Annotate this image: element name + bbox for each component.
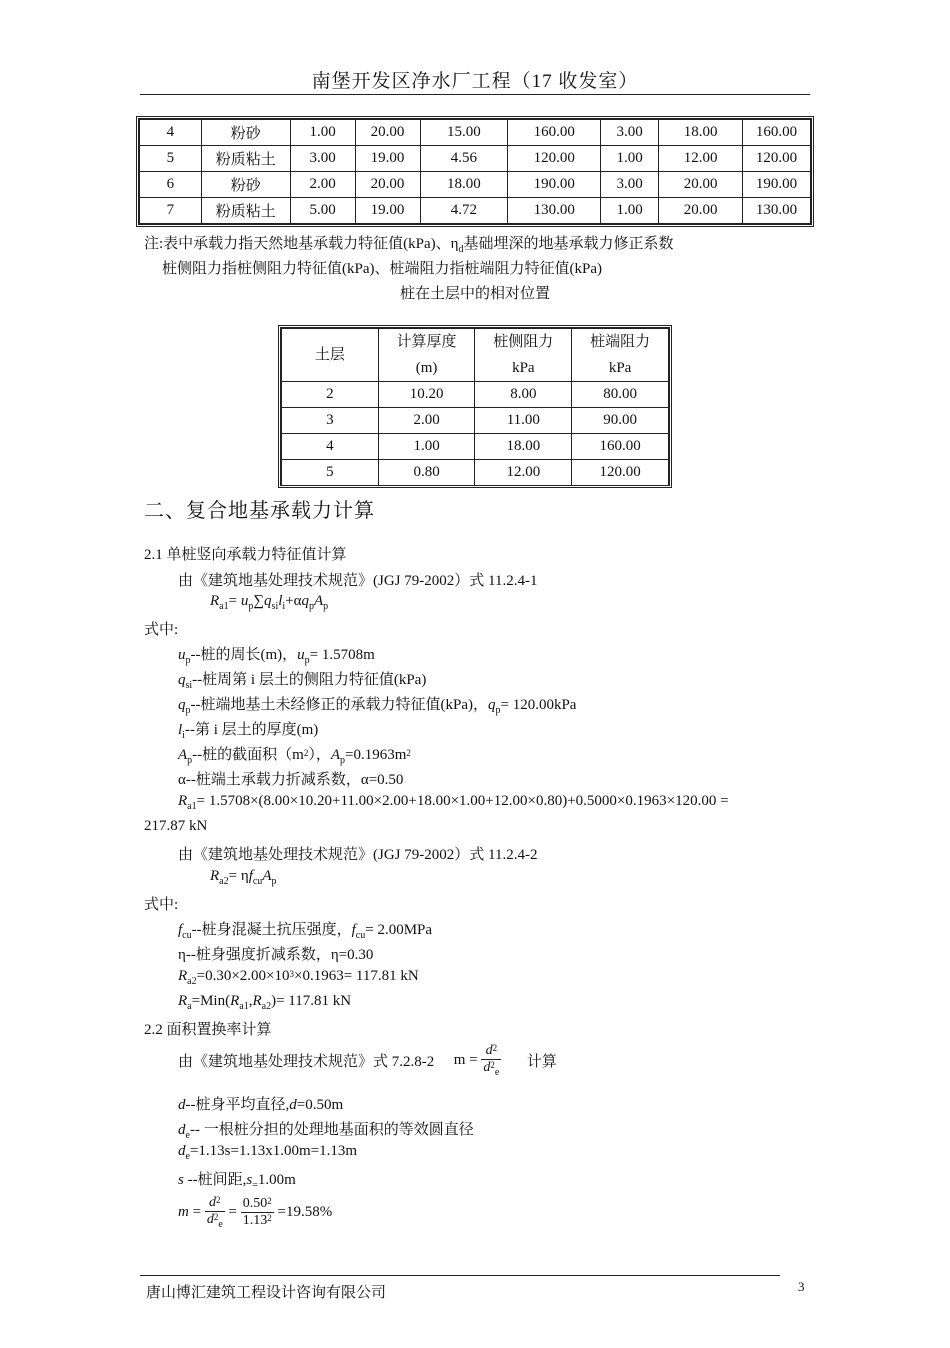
header-divider [140,94,810,95]
table-row [282,460,669,486]
header-line-1: 桩侧阻力 [493,334,554,350]
table-cell: 130.00 [743,198,811,224]
table-cell: 120.00 [743,146,811,172]
fraction-d-de: $\frac{d^2}{d^2_e}$ [483,1043,500,1078]
section-2-title: 二、复合地基承载力计算 [144,500,375,522]
table-cell: 12.00 [475,460,572,486]
table-cell: 18.00 [420,172,508,198]
def-qp: $q_p--$桩端地基土未经修正的承载力特征值(kPa)，$q_p= 120.00kPa$ [178,697,577,716]
calc-ra1: $R_{a1}= 1.5708\times(8.00\times 10.20+11.00\times 2.00+18.00\times 1.00+12.00\times 0.80)+0.5000\times 0.1963\times 120.00$ = [178,793,729,812]
def-up: $u_p--$桩的周长(m)，$u_p= 1.5708m$ [178,647,375,666]
table-cell: 2.00 [378,408,475,434]
def-de: $d_e--$ 一根桩分担的处理地基面积的等效圆直径 [178,1122,474,1141]
header-line-2: kPa [512,360,535,376]
header-line-1: 计算厚度 [396,334,457,350]
code-reference-2: 由《建筑地基处理技术规范》(JGJ 79-2002）式 11.2.4-2 [178,847,538,863]
where-label-1: 式中: [144,622,179,638]
section-2-2-title: 2.2 面积置换率计算 [144,1022,272,1038]
formula-ra2: $R_{a2}= \eta f_{cu}A_p$ [210,868,277,887]
table-cell: 1.00 [601,146,659,172]
page-number: 3 [798,1279,805,1294]
table-cell: 3.00 [601,172,659,198]
table-cell: 130.00 [508,198,601,224]
table-cell: 4 [140,120,202,146]
def-ap: $A_p--$桩的截面积$(m^2)$，$A_p=0.1963m^2$ [178,747,411,766]
table-row [140,120,811,146]
table-cell: 160.00 [743,120,811,146]
header-line-2: kPa [608,360,632,376]
code-reference-3: 由《建筑地基处理技术规范》式 7.2.8-2 m = $\frac{d^2}{d^2_e}$ 计算 [178,1043,557,1078]
table-cell: 160.00 [508,120,601,146]
table-cell: 4 [282,434,379,460]
def-qsi: $q_{si}--$桩周第 i 层土的侧阻力特征值(kPa) [178,672,427,691]
table-cell: 20.00 [659,172,743,198]
def-d: d--桩身平均直径,d=0.50m [178,1097,344,1113]
table-cell: 160.00 [572,434,669,460]
table-cell: 5 [140,146,202,172]
where-label-2: 式中: [144,897,179,913]
section-2-1-title: 2.1 单桩竖向承载力特征值计算 [144,547,347,563]
table-cell: 3.00 [601,120,659,146]
table-cell: 19.00 [355,198,420,224]
table-cell: 5.00 [290,198,355,224]
table-cell: 6 [140,172,202,198]
table-cell: 190.00 [508,172,601,198]
table-header-cell [282,329,379,382]
table-cell: 粉砂 [201,172,290,198]
header-line-1: 土层 [314,347,345,363]
table-header-cell [475,329,572,382]
table-cell: 90.00 [572,408,669,434]
table-header-cell [378,329,475,382]
table-row [140,198,811,224]
def-alpha: α--桩端土承载力折减系数，α=0.50 [178,772,404,788]
formula-ra1: $R_{a1}= u_p\sum q_{si}l_i+\alpha q_pA_p$ [210,593,329,612]
table-cell: 3 [282,408,379,434]
header-line-1: 桩端阻力 [590,334,651,350]
table-cell: 19.00 [355,146,420,172]
table-row [282,382,669,408]
table-row [282,434,669,460]
code-reference-1: 由《建筑地基处理技术规范》(JGJ 79-2002）式 11.2.4-1 [178,573,538,589]
table-cell: 5 [282,460,379,486]
table-cell: 粉砂 [201,120,290,146]
table-note-line2: 桩侧阻力指桩侧阻力特征值(kPa)、桩端阻力指桩端阻力特征值(kPa) [162,261,602,277]
calc-ra1-result: 217.87 kN [144,818,208,834]
footer-company: 唐山博汇建筑工程设计咨询有限公司 [146,1285,387,1301]
calc-m: m = $\frac{d^2}{d^2_e}$ = $\frac{0.50^2}{1.13^2}$ =19.58% [178,1195,333,1230]
fraction-m-symbolic: $\frac{d^2}{d^2_e}$ [206,1195,223,1230]
table-cell: 120.00 [508,146,601,172]
table-cell: 80.00 [572,382,669,408]
def-s: s --桩间距$,s_=1.00m$ [178,1172,296,1191]
table-cell: 20.00 [355,172,420,198]
table-row [282,408,669,434]
calc-de: $d_e=1.13s=1.13x1.00m=1.13m$ [178,1143,358,1162]
table-row [140,146,811,172]
table-cell: 10.20 [378,382,475,408]
pile-layer-table [281,328,669,486]
table-cell: 4.56 [420,146,508,172]
table-cell: 20.00 [355,120,420,146]
table-cell: 0.80 [378,460,475,486]
table-cell: 1.00 [290,120,355,146]
calc-ra: $R_a=Min(R_{a1},R_{a2})= 117.81$ kN [178,993,352,1012]
table-cell: 粉质粘土 [201,198,290,224]
calc-ra2: $R_{a2}=0.30\times 2.00\times 10^3\times 0.1963= 117.81$ kN [178,968,419,987]
table-cell: 18.00 [659,120,743,146]
table-cell: 8.00 [475,382,572,408]
def-fcu: $f_{cu}--$桩身混凝土抗压强度，$f_{cu}= 2.00MPa$ [178,922,433,941]
table-cell: 1.00 [378,434,475,460]
table-cell: 15.00 [420,120,508,146]
def-li: $l_i--$第 i 层土的厚度(m) [178,722,319,741]
table2-caption: 桩在土层中的相对位置 [399,286,550,302]
table-cell: 12.00 [659,146,743,172]
fraction-m-numeric: $\frac{0.50^2}{1.13^2}$ [242,1196,272,1228]
table-cell: 18.00 [475,434,572,460]
table-note-line1: 注:表中承载力指天然地基承载力特征值(kPa)、$\eta_d$基础埋深的地基承载力修正系数 [144,236,674,255]
table-cell: 3.00 [290,146,355,172]
soil-properties-table [139,119,811,224]
def-eta: η--桩身强度折减系数，η=0.30 [178,947,374,963]
header-line-2: (m) [415,360,438,376]
table-cell: 120.00 [572,460,669,486]
table-cell: 20.00 [659,198,743,224]
table-cell: 1.00 [601,198,659,224]
footer-divider [140,1275,780,1276]
table-cell: 2.00 [290,172,355,198]
table-cell: 11.00 [475,408,572,434]
table-header-cell [572,329,669,382]
page-header-title: 南堡开发区净水厂工程（17 收发室） [311,71,639,92]
table-cell: 粉质粘土 [201,146,290,172]
table-header-row [282,329,669,382]
table-cell: 2 [282,382,379,408]
table-cell: 7 [140,198,202,224]
table-row [140,172,811,198]
table-cell: 190.00 [743,172,811,198]
table-cell: 4.72 [420,198,508,224]
